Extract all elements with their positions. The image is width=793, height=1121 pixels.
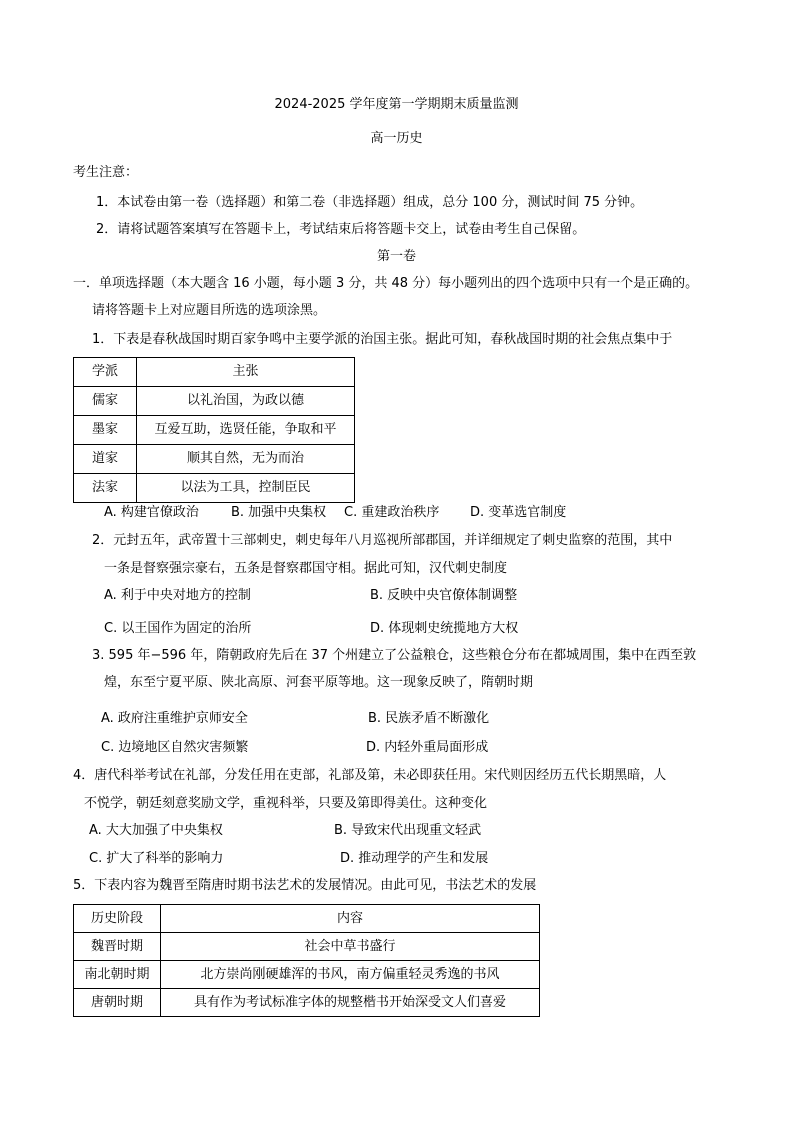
q3-option-d: D. 内轻外重局面形成	[366, 740, 489, 755]
table-cell: 以礼治国，为政以德	[137, 387, 355, 416]
question-4-line-2: 不悦学，朝廷刻意奖励文学，重视科举，只要及第即得美仕。这种变化	[84, 796, 488, 811]
question-2-line-1: 2．元封五年，武帝置十三部刺史，刺史每年八月巡视所部郡国，并详细规定了刺史监察的范围，其中	[92, 533, 673, 548]
table-header-cell: 主张	[137, 358, 355, 387]
q4-option-b: B. 导致宋代出现重文轻武	[334, 823, 482, 838]
q2-option-a: A. 利于中央对地方的控制	[104, 588, 251, 603]
table-row	[74, 989, 540, 1017]
table-row	[74, 387, 355, 416]
section-instruction: 请将答题卡上对应题目所选的选项涂黑。	[92, 303, 327, 318]
notice-item-1: 1．本试卷由第一卷（选择题）和第二卷（非选择题）组成，总分 100 分，测试时间 75 分钟。	[96, 195, 644, 210]
q4-option-d: D. 推动理学的产生和发展	[340, 851, 489, 866]
question-4-line-1: 4．唐代科举考试在礼部，分发任用在吏部，礼部及第，未必即获任用。宋代则因经历五代长期黑暗，人	[73, 768, 667, 783]
table-cell: 墨家	[74, 416, 137, 445]
question-1-stem: 1．下表是春秋战国时期百家争鸣中主要学派的治国主张。据此可知，春秋战国时期的社会焦点集中于	[92, 332, 673, 347]
table-row	[74, 933, 540, 961]
question-2-line-2: 一条是督察强宗豪右，五条是督察郡国守相。据此可知，汉代刺史制度	[104, 561, 508, 576]
table-header-row	[74, 905, 540, 933]
question-5-table	[73, 904, 540, 1017]
q3-option-c: C. 边境地区自然灾害频繁	[101, 740, 249, 755]
q2-option-c: C. 以王国作为固定的治所	[104, 621, 252, 636]
q3-option-b: B. 民族矛盾不断激化	[368, 711, 490, 726]
section-heading: 一．单项选择题（本大题含 16 小题，每小题 3 分，共 48 分）每小题列出的四个选项中只有一个是正确的。	[73, 276, 699, 291]
question-1-table	[73, 357, 355, 503]
exam-title: 2024-2025 学年度第一学期期末质量监测	[274, 97, 519, 112]
table-cell: 道家	[74, 445, 137, 474]
notice-item-2: 2．请将试题答案填写在答题卡上，考试结束后将答题卡交上，试卷由考生自己保留。	[96, 222, 586, 237]
table-cell: 法家	[74, 474, 137, 503]
subject-title: 高一历史	[370, 131, 423, 146]
table-cell: 互爱互助，选贤任能，争取和平	[137, 416, 355, 445]
table-row	[74, 416, 355, 445]
q1-option-d: D. 变革选官制度	[470, 505, 567, 520]
q2-option-b: B. 反映中央官僚体制调整	[370, 588, 518, 603]
q1-option-b: B. 加强中央集权	[231, 505, 327, 520]
q4-option-a: A. 大大加强了中央集权	[89, 823, 223, 838]
table-header-cell: 历史阶段	[74, 905, 161, 933]
q1-option-a: A. 构建官僚政治	[104, 505, 199, 520]
table-header-row	[74, 358, 355, 387]
table-cell: 北方崇尚刚硬雄浑的书风，南方偏重轻灵秀逸的书风	[161, 961, 540, 989]
question-3-line-2: 煌，东至宁夏平原、陕北高原、河套平原等地。这一现象反映了，隋朝时期	[104, 675, 534, 690]
table-cell: 社会中草书盛行	[161, 933, 540, 961]
q1-option-c: C. 重建政治秩序	[344, 505, 440, 520]
table-cell: 儒家	[74, 387, 137, 416]
q2-option-d: D. 体现刺史统揽地方大权	[370, 621, 519, 636]
table-cell: 顺其自然，无为而治	[137, 445, 355, 474]
table-header-cell: 学派	[74, 358, 137, 387]
table-header-cell: 内容	[161, 905, 540, 933]
table-row	[74, 445, 355, 474]
table-cell: 南北朝时期	[74, 961, 161, 989]
table-cell: 唐朝时期	[74, 989, 161, 1017]
question-3-line-1: 3. 595 年−596 年，隋朝政府先后在 37 个州建立了公益粮仓，这些粮仓分布在都城周围，集中在西至敦	[92, 648, 697, 663]
table-row	[74, 474, 355, 503]
q4-option-c: C. 扩大了科举的影响力	[89, 851, 224, 866]
table-cell: 以法为工具，控制臣民	[137, 474, 355, 503]
q3-option-a: A. 政府注重维护京师安全	[101, 711, 248, 726]
table-cell: 魏晋时期	[74, 933, 161, 961]
table-row	[74, 961, 540, 989]
question-5-stem: 5．下表内容为魏晋至隋唐时期书法艺术的发展情况。由此可见，书法艺术的发展	[73, 878, 537, 893]
notice-heading: 考生注意：	[73, 165, 139, 180]
table-cell: 具有作为考试标准字体的规整楷书开始深受文人们喜爱	[161, 989, 540, 1017]
volume-title: 第一卷	[376, 249, 416, 264]
